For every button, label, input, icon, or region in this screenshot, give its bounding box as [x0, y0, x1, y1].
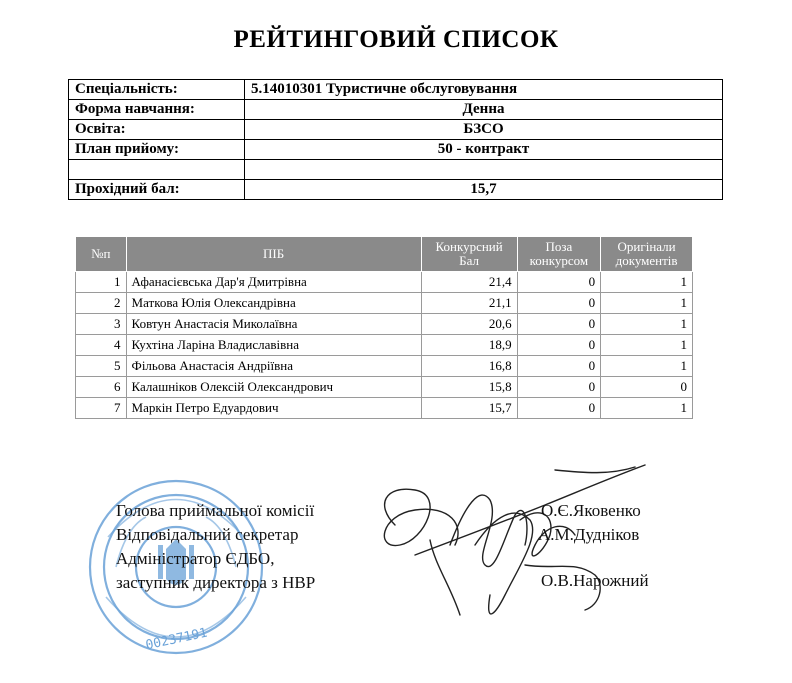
header-score-line2: Бал [459, 253, 480, 268]
specialty-value: 5.14010301 Туристичне обслуговування [245, 80, 723, 100]
applicant-name: Ковтун Анастасія Миколаївна [126, 314, 421, 335]
out-of-competition: 0 [517, 335, 601, 356]
row-number: 5 [76, 356, 127, 377]
secretary-name: А.М.Дудніков [538, 525, 640, 544]
admission-plan-value: 50 - контракт [245, 140, 723, 160]
header-score-line1: Конкурсний [435, 239, 503, 254]
deputy-director-name: О.В.Нарожний [541, 571, 649, 590]
secretary-role: Відповідальний секретар [116, 525, 299, 544]
table-row [76, 398, 693, 419]
competitive-score: 15,8 [421, 377, 517, 398]
out-of-competition: 0 [517, 272, 601, 293]
row-number: 1 [76, 272, 127, 293]
competitive-score: 15,7 [421, 398, 517, 419]
out-of-competition: 0 [517, 398, 601, 419]
header-out-line1: Поза [545, 239, 573, 254]
table-row [76, 377, 693, 398]
empty-row [69, 160, 723, 180]
out-of-competition: 0 [517, 314, 601, 335]
admission-info-table [68, 79, 723, 200]
passing-score-label: Прохідний бал: [69, 180, 245, 200]
passing-score-row [69, 180, 723, 200]
applicant-name: Фільова Анастасія Андріївна [126, 356, 421, 377]
out-of-competition: 0 [517, 377, 601, 398]
applicant-name: Маркін Петро Едуардович [126, 398, 421, 419]
header-orig-line1: Оригінали [617, 239, 676, 254]
competitive-score: 21,1 [421, 293, 517, 314]
deputy-director-role: заступник директора з НВР [116, 573, 316, 592]
table-row [76, 293, 693, 314]
education-value: БЗСО [245, 120, 723, 140]
education-row [69, 120, 723, 140]
applicant-name: Калашніков Олексій Олександрович [126, 377, 421, 398]
applicant-name: Афанасієвська Дар'я Дмитрівна [126, 272, 421, 293]
competitive-score: 18,9 [421, 335, 517, 356]
out-of-competition: 0 [517, 293, 601, 314]
row-number: 3 [76, 314, 127, 335]
edbo-admin-role: Адміністратор ЄДБО, [116, 549, 275, 568]
signature-block [0, 445, 792, 683]
passing-score-value: 15,7 [245, 180, 723, 200]
empty-label-cell [69, 160, 245, 180]
admission-plan-label: План прийому: [69, 140, 245, 160]
original-documents: 1 [601, 398, 693, 419]
study-form-row [69, 100, 723, 120]
original-documents: 1 [601, 293, 693, 314]
applicant-name: Кухтіна Ларіна Владиславівна [126, 335, 421, 356]
competitive-score: 21,4 [421, 272, 517, 293]
row-number: 2 [76, 293, 127, 314]
header-out-line2: конкурсом [529, 253, 589, 268]
chair-role: Голова приймальної комісії [116, 501, 315, 520]
table-row [76, 356, 693, 377]
chair-name: О.Є.Яковенко [541, 501, 641, 520]
row-number: 4 [76, 335, 127, 356]
header-out-of-competition [517, 237, 601, 272]
header-orig-line2: документів [615, 253, 678, 268]
competitive-score: 20,6 [421, 314, 517, 335]
original-documents: 0 [601, 377, 693, 398]
rating-header-row [76, 237, 693, 272]
study-form-value: Денна [245, 100, 723, 120]
table-row [76, 272, 693, 293]
applicant-name: Маткова Юлія Олександрівна [126, 293, 421, 314]
specialty-row [69, 80, 723, 100]
empty-value-cell [245, 160, 723, 180]
original-documents: 1 [601, 335, 693, 356]
header-original-documents [601, 237, 693, 272]
header-score [421, 237, 517, 272]
admission-plan-row [69, 140, 723, 160]
rating-table [75, 236, 693, 419]
stamp-code: 00237191 [144, 625, 209, 654]
table-row [76, 314, 693, 335]
header-full-name: ПІБ [126, 237, 421, 272]
row-number: 7 [76, 398, 127, 419]
table-row [76, 335, 693, 356]
original-documents: 1 [601, 272, 693, 293]
header-number: №п [76, 237, 127, 272]
competitive-score: 16,8 [421, 356, 517, 377]
education-label: Освіта: [69, 120, 245, 140]
row-number: 6 [76, 377, 127, 398]
original-documents: 1 [601, 356, 693, 377]
specialty-label: Спеціальність: [69, 80, 245, 100]
document-title: РЕЙТИНГОВИЙ СПИСОК [233, 26, 559, 53]
study-form-label: Форма навчання: [69, 100, 245, 120]
out-of-competition: 0 [517, 356, 601, 377]
original-documents: 1 [601, 314, 693, 335]
